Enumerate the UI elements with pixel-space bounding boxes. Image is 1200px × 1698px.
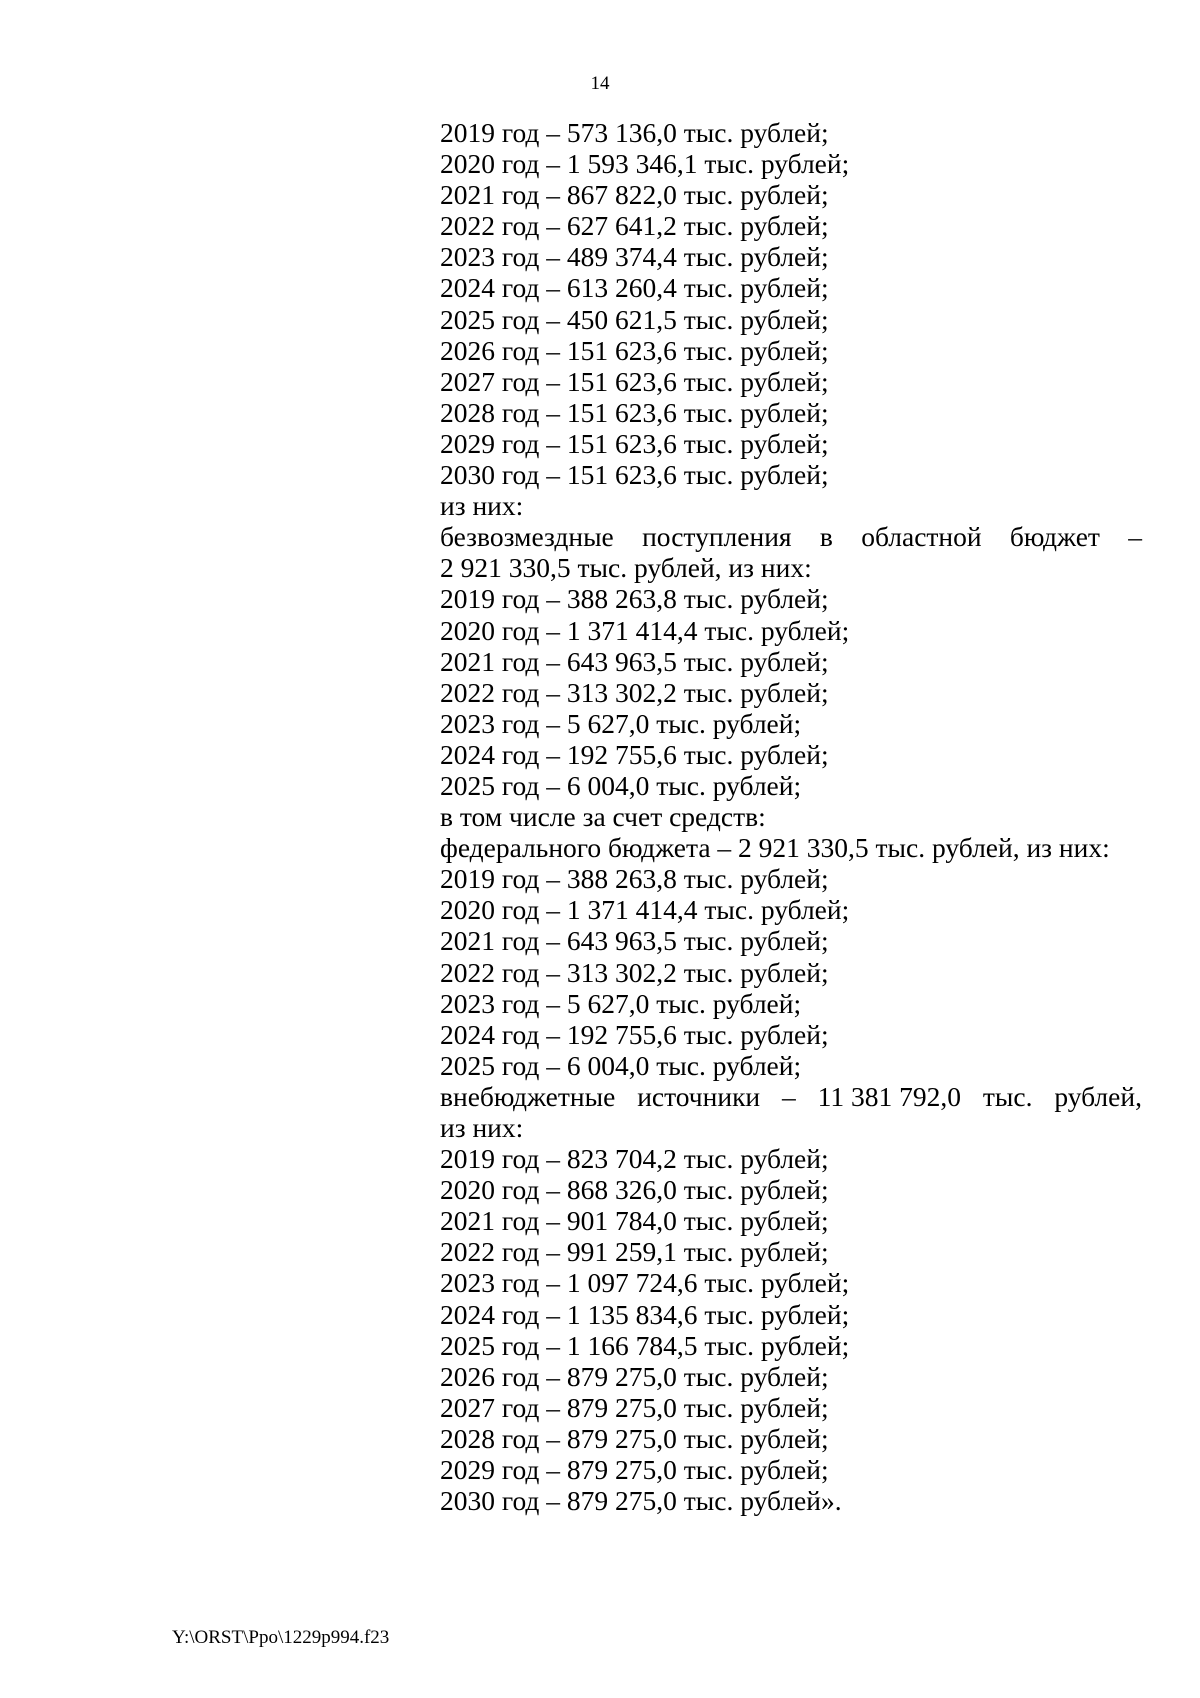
document-body (440, 117, 1142, 1516)
text-line: 2019 год – 388 263,8 тыс. рублей; (440, 583, 829, 615)
text-line: 2030 год – 151 623,6 тыс. рублей; (440, 459, 829, 491)
text-line: 2023 год – 5 627,0 тыс. рублей; (440, 707, 802, 739)
text-block-extrabudget (440, 1112, 1142, 1516)
gratuitous-receipts-total: 2 921 330,5 тыс. рублей, из них: (440, 552, 812, 584)
text-line: 2024 год – 192 755,6 тыс. рублей; (440, 1018, 829, 1050)
text-line: 2024 год – 613 260,4 тыс. рублей; (440, 272, 829, 304)
text-line: 2022 год – 313 302,2 тыс. рублей; (440, 956, 829, 988)
gratuitous-receipts-heading (440, 521, 1142, 552)
heading-word: бюджет (1009, 521, 1100, 553)
text-line: 2019 год – 573 136,0 тыс. рублей; (440, 117, 829, 148)
text-block-federal (440, 583, 1142, 1081)
heading-word: – (782, 1080, 796, 1112)
heading-word: областной (861, 521, 982, 553)
text-line: 2027 год – 151 623,6 тыс. рублей; (440, 365, 829, 397)
extrabudget-heading (440, 1081, 1142, 1112)
heading-word: тыс. (982, 1080, 1033, 1112)
heading-word: – (1128, 521, 1142, 553)
text-line: 2022 год – 627 641,2 тыс. рублей; (440, 210, 829, 242)
text-line: из них: (440, 1112, 524, 1143)
text-line: 2021 год – 643 963,5 тыс. рублей; (440, 925, 829, 957)
heading-word: источники (637, 1080, 761, 1112)
text-line: 2024 год – 1 135 834,6 тыс. рублей; (440, 1298, 850, 1330)
heading-word: в (819, 521, 833, 553)
text-line: 2021 год – 901 784,0 тыс. рублей; (440, 1205, 829, 1237)
text-line: 2025 год – 6 004,0 тыс. рублей; (440, 769, 802, 801)
heading-word: рублей, (1054, 1080, 1142, 1112)
page-number: 14 (590, 73, 610, 94)
text-line: 2030 год – 879 275,0 тыс. рублей». (440, 1485, 842, 1517)
heading-word: 11 381 792,0 (817, 1080, 962, 1112)
text-line: 2025 год – 450 621,5 тыс. рублей; (440, 303, 829, 335)
text-line: 2019 год – 388 263,8 тыс. рублей; (440, 863, 829, 895)
text-line: 2023 год – 5 627,0 тыс. рублей; (440, 987, 802, 1019)
text-line: 2022 год – 991 259,1 тыс. рублей; (440, 1236, 829, 1268)
text-line: 2023 год – 1 097 724,6 тыс. рублей; (440, 1267, 850, 1299)
text-line: 2027 год – 879 275,0 тыс. рублей; (440, 1391, 829, 1423)
file-path-footer: Y:\ORST\Ppo\1229p994.f23 (172, 1627, 390, 1648)
text-line: 2025 год – 6 004,0 тыс. рублей; (440, 1049, 802, 1081)
text-line: 2020 год – 1 593 346,1 тыс. рублей; (440, 148, 850, 180)
heading-word: безвозмездные (440, 521, 614, 553)
text-line: 2029 год – 151 623,6 тыс. рублей; (440, 427, 829, 459)
text-line: 2020 год – 1 371 414,4 тыс. рублей; (440, 614, 850, 646)
text-line: 2026 год – 151 623,6 тыс. рублей; (440, 334, 829, 366)
text-line: 2028 год – 151 623,6 тыс. рублей; (440, 396, 829, 428)
text-line: 2023 год – 489 374,4 тыс. рублей; (440, 241, 829, 273)
text-block-totals (440, 117, 1142, 521)
text-line: 2025 год – 1 166 784,5 тыс. рублей; (440, 1329, 850, 1361)
text-line: федерального бюджета – 2 921 330,5 тыс. рублей, из них: (440, 832, 1110, 864)
text-line: 2024 год – 192 755,6 тыс. рублей; (440, 738, 829, 770)
text-line: 2022 год – 313 302,2 тыс. рублей; (440, 676, 829, 708)
text-line: 2028 год – 879 275,0 тыс. рублей; (440, 1422, 829, 1454)
text-line: из них: (440, 490, 524, 522)
text-line: 2021 год – 643 963,5 тыс. рублей; (440, 645, 829, 677)
heading-word: поступления (642, 521, 792, 553)
heading-word: внебюджетные (440, 1080, 616, 1112)
text-line: 2020 год – 1 371 414,4 тыс. рублей; (440, 894, 850, 926)
text-line: 2026 год – 879 275,0 тыс. рублей; (440, 1360, 829, 1392)
text-line: в том числе за счет средств: (440, 801, 766, 833)
text-line: 2020 год – 868 326,0 тыс. рублей; (440, 1174, 829, 1206)
text-line: 2029 год – 879 275,0 тыс. рублей; (440, 1454, 829, 1486)
text-line: 2019 год – 823 704,2 тыс. рублей; (440, 1143, 829, 1175)
text-line: 2021 год – 867 822,0 тыс. рублей; (440, 179, 829, 211)
